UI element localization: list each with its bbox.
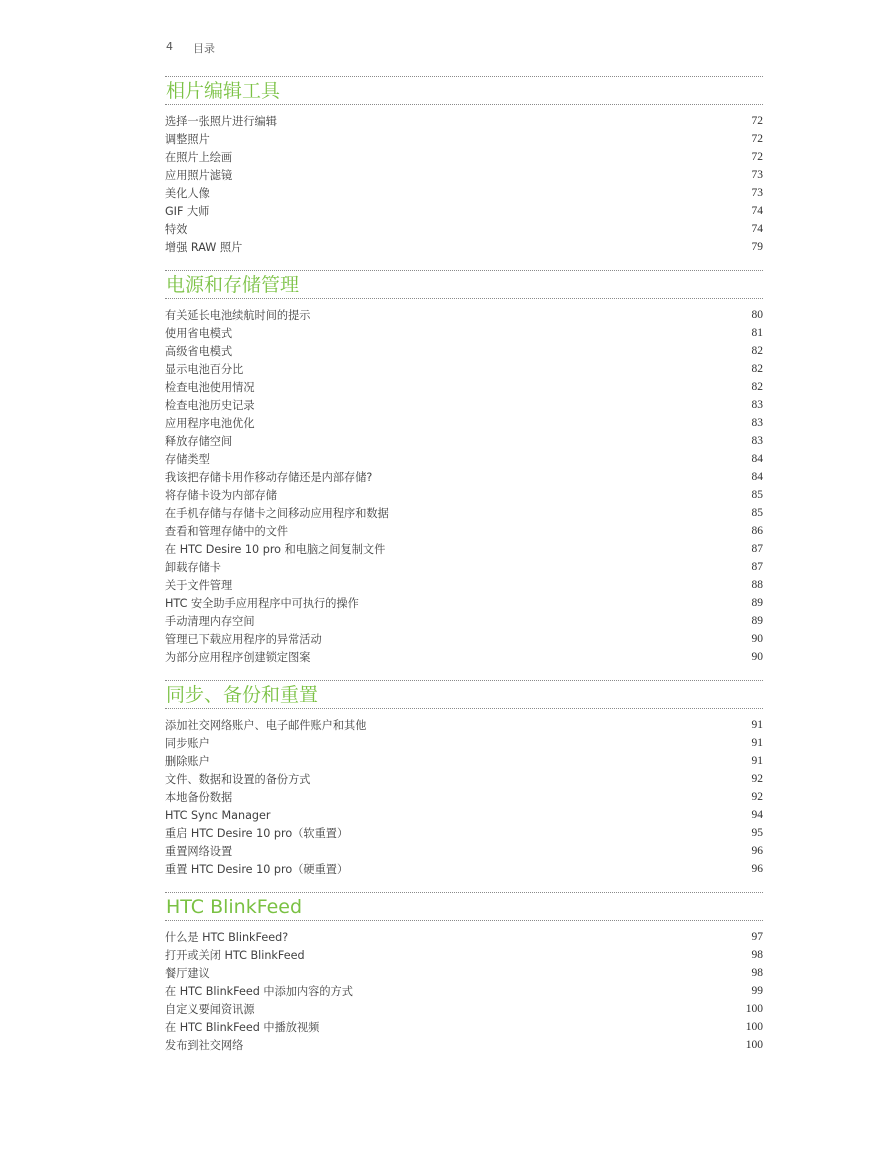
toc-entry-title: 应用照片滤镜 <box>165 169 233 182</box>
toc-entry[interactable] <box>165 630 763 648</box>
toc-entry-page-number: 98 <box>751 949 763 961</box>
table-of-contents <box>165 76 763 1068</box>
toc-entry-title: 在照片上绘画 <box>165 151 233 164</box>
toc-entry-title: 查看和管理存储中的文件 <box>165 525 289 538</box>
toc-entry-title: 餐厅建议 <box>165 967 210 980</box>
toc-entry[interactable] <box>165 594 763 612</box>
toc-entry[interactable] <box>165 148 763 166</box>
toc-entry[interactable] <box>165 184 763 202</box>
toc-entry-title: 同步账户 <box>165 737 210 750</box>
toc-entry[interactable] <box>165 202 763 220</box>
toc-entry[interactable] <box>165 540 763 558</box>
toc-entry-page-number: 99 <box>751 985 763 997</box>
toc-entry-page-number: 72 <box>751 151 763 163</box>
toc-entry-page-number: 92 <box>751 773 763 785</box>
toc-entry-title: 文件、数据和设置的备份方式 <box>165 773 311 786</box>
toc-entry-page-number: 73 <box>751 169 763 181</box>
toc-entry-title: 美化人像 <box>165 187 210 200</box>
toc-entry-title: 自定义要闻资讯源 <box>165 1003 255 1016</box>
toc-entry[interactable] <box>165 468 763 486</box>
toc-entry[interactable] <box>165 342 763 360</box>
toc-entry[interactable] <box>165 486 763 504</box>
toc-entry-title: 我该把存储卡用作移动存储还是内部存储? <box>165 471 373 484</box>
toc-entry-page-number: 94 <box>751 809 763 821</box>
toc-entry-title: 本地备份数据 <box>165 791 233 804</box>
toc-entry-title: 有关延长电池续航时间的提示 <box>165 309 311 322</box>
toc-entry-page-number: 95 <box>751 827 763 839</box>
toc-entry-page-number: 82 <box>751 363 763 375</box>
toc-entry[interactable] <box>165 1000 763 1018</box>
toc-entry[interactable] <box>165 324 763 342</box>
toc-entry-title: 卸载存储卡 <box>165 561 221 574</box>
toc-entry-page-number: 85 <box>751 489 763 501</box>
toc-entry[interactable] <box>165 648 763 666</box>
toc-entry-page-number: 98 <box>751 967 763 979</box>
toc-entry[interactable] <box>165 450 763 468</box>
toc-entry-title: 手动清理内存空间 <box>165 615 255 628</box>
toc-entry-page-number: 83 <box>751 399 763 411</box>
toc-entry-title: 什么是 HTC BlinkFeed? <box>165 931 289 944</box>
toc-entry-title: 释放存储空间 <box>165 435 233 448</box>
toc-entry[interactable] <box>165 166 763 184</box>
page-header-title: 目录 <box>193 42 215 55</box>
toc-entry-page-number: 96 <box>751 845 763 857</box>
toc-entry-page-number: 88 <box>751 579 763 591</box>
toc-entry-title: 应用程序电池优化 <box>165 417 255 430</box>
toc-entry-title: 添加社交网络账户、电子邮件账户和其他 <box>165 719 367 732</box>
toc-entry-page-number: 89 <box>751 615 763 627</box>
toc-section <box>165 680 763 878</box>
page-number: 4 <box>166 40 173 53</box>
toc-entry-page-number: 74 <box>751 223 763 235</box>
toc-section <box>165 892 763 1054</box>
toc-entry[interactable] <box>165 432 763 450</box>
toc-entry[interactable] <box>165 946 763 964</box>
toc-entry-title: 检查电池历史记录 <box>165 399 255 412</box>
toc-entry-page-number: 72 <box>751 133 763 145</box>
section-heading[interactable]: 电源和存储管理 <box>165 270 763 299</box>
toc-entry[interactable] <box>165 752 763 770</box>
toc-entry-page-number: 89 <box>751 597 763 609</box>
toc-entry-page-number: 90 <box>751 633 763 645</box>
toc-entry-page-number: 86 <box>751 525 763 537</box>
toc-entry-title: 在 HTC BlinkFeed 中添加内容的方式 <box>165 985 353 998</box>
toc-entry-page-number: 73 <box>751 187 763 199</box>
toc-entry-page-number: 87 <box>751 543 763 555</box>
toc-entry[interactable] <box>165 576 763 594</box>
toc-entry[interactable] <box>165 414 763 432</box>
toc-entry-title: 关于文件管理 <box>165 579 233 592</box>
toc-entry-page-number: 96 <box>751 863 763 875</box>
toc-entry-page-number: 83 <box>751 435 763 447</box>
toc-entry-title: 在手机存储与存储卡之间移动应用程序和数据 <box>165 507 389 520</box>
toc-entry[interactable] <box>165 612 763 630</box>
toc-entry[interactable] <box>165 716 763 734</box>
toc-entry-page-number: 91 <box>751 719 763 731</box>
toc-entry-title: 打开或关闭 HTC BlinkFeed <box>165 949 305 962</box>
toc-entry-title: 删除账户 <box>165 755 210 768</box>
toc-entry-title: 重启 HTC Desire 10 pro（软重置） <box>165 827 349 840</box>
toc-entry-page-number: 91 <box>751 755 763 767</box>
toc-entry-title: 增强 RAW 照片 <box>165 241 243 254</box>
toc-section <box>165 270 763 666</box>
toc-entry[interactable] <box>165 824 763 842</box>
toc-entry[interactable] <box>165 558 763 576</box>
toc-section <box>165 76 763 256</box>
toc-entry[interactable] <box>165 220 763 238</box>
toc-entry-title: 重置网络设置 <box>165 845 233 858</box>
toc-entry[interactable] <box>165 842 763 860</box>
toc-entry-title: HTC 安全助手应用程序中可执行的操作 <box>165 597 359 610</box>
toc-entry-title: 为部分应用程序创建锁定图案 <box>165 651 311 664</box>
toc-entry-page-number: 100 <box>745 1039 763 1051</box>
toc-entry-page-number: 100 <box>745 1003 763 1015</box>
toc-entry-page-number: 84 <box>751 471 763 483</box>
toc-entry[interactable] <box>165 788 763 806</box>
toc-entry-title: 显示电池百分比 <box>165 363 244 376</box>
toc-entry[interactable] <box>165 112 763 130</box>
toc-entry-page-number: 82 <box>751 381 763 393</box>
toc-entry-title: 在 HTC Desire 10 pro 和电脑之间复制文件 <box>165 543 386 556</box>
toc-entry[interactable] <box>165 306 763 324</box>
toc-entry-page-number: 91 <box>751 737 763 749</box>
toc-entry-title: 重置 HTC Desire 10 pro（硬重置） <box>165 863 349 876</box>
toc-entry-title: 调整照片 <box>165 133 210 146</box>
toc-entry-page-number: 90 <box>751 651 763 663</box>
toc-entry[interactable] <box>165 504 763 522</box>
toc-entry-page-number: 80 <box>751 309 763 321</box>
toc-entry-title: 特效 <box>165 223 188 236</box>
toc-entry-page-number: 83 <box>751 417 763 429</box>
toc-entry[interactable] <box>165 1018 763 1036</box>
toc-entry-title: HTC Sync Manager <box>165 808 271 822</box>
toc-entry[interactable] <box>165 238 763 256</box>
toc-entry-title: 将存储卡设为内部存储 <box>165 489 277 502</box>
page-header <box>166 40 215 56</box>
toc-entry-title: 选择一张照片进行编辑 <box>165 115 277 128</box>
section-heading[interactable]: 同步、备份和重置 <box>165 680 763 709</box>
toc-entry[interactable] <box>165 982 763 1000</box>
toc-entry-page-number: 81 <box>751 327 763 339</box>
toc-entry-title: 检查电池使用情况 <box>165 381 255 394</box>
toc-entry-title: 使用省电模式 <box>165 327 233 340</box>
toc-entry[interactable] <box>165 396 763 414</box>
toc-entry-title: 高级省电模式 <box>165 345 233 358</box>
toc-entry[interactable] <box>165 806 763 824</box>
toc-entry[interactable] <box>165 360 763 378</box>
toc-entry[interactable] <box>165 860 763 878</box>
section-heading[interactable]: HTC BlinkFeed <box>165 892 763 921</box>
toc-entry[interactable] <box>165 928 763 946</box>
toc-entry-title: 存储类型 <box>165 453 210 466</box>
toc-entry-page-number: 79 <box>751 241 763 253</box>
toc-entry-page-number: 82 <box>751 345 763 357</box>
toc-entry-page-number: 92 <box>751 791 763 803</box>
toc-entry-page-number: 97 <box>751 931 763 943</box>
toc-entry[interactable] <box>165 522 763 540</box>
toc-entry-title: 管理已下载应用程序的异常活动 <box>165 633 322 646</box>
section-heading[interactable]: 相片编辑工具 <box>165 76 763 105</box>
toc-entry[interactable] <box>165 734 763 752</box>
toc-entry[interactable] <box>165 770 763 788</box>
toc-entry-page-number: 84 <box>751 453 763 465</box>
toc-entry-page-number: 100 <box>745 1021 763 1033</box>
toc-entry-page-number: 87 <box>751 561 763 573</box>
toc-entry[interactable] <box>165 130 763 148</box>
toc-entry-title: 发布到社交网络 <box>165 1039 244 1052</box>
toc-entry[interactable] <box>165 1036 763 1054</box>
toc-entry[interactable] <box>165 378 763 396</box>
toc-entry-page-number: 72 <box>751 115 763 127</box>
toc-entry-title: GIF 大师 <box>165 205 210 218</box>
toc-entry-title: 在 HTC BlinkFeed 中播放视频 <box>165 1021 320 1034</box>
toc-entry[interactable] <box>165 964 763 982</box>
toc-entry-page-number: 85 <box>751 507 763 519</box>
toc-entry-page-number: 74 <box>751 205 763 217</box>
